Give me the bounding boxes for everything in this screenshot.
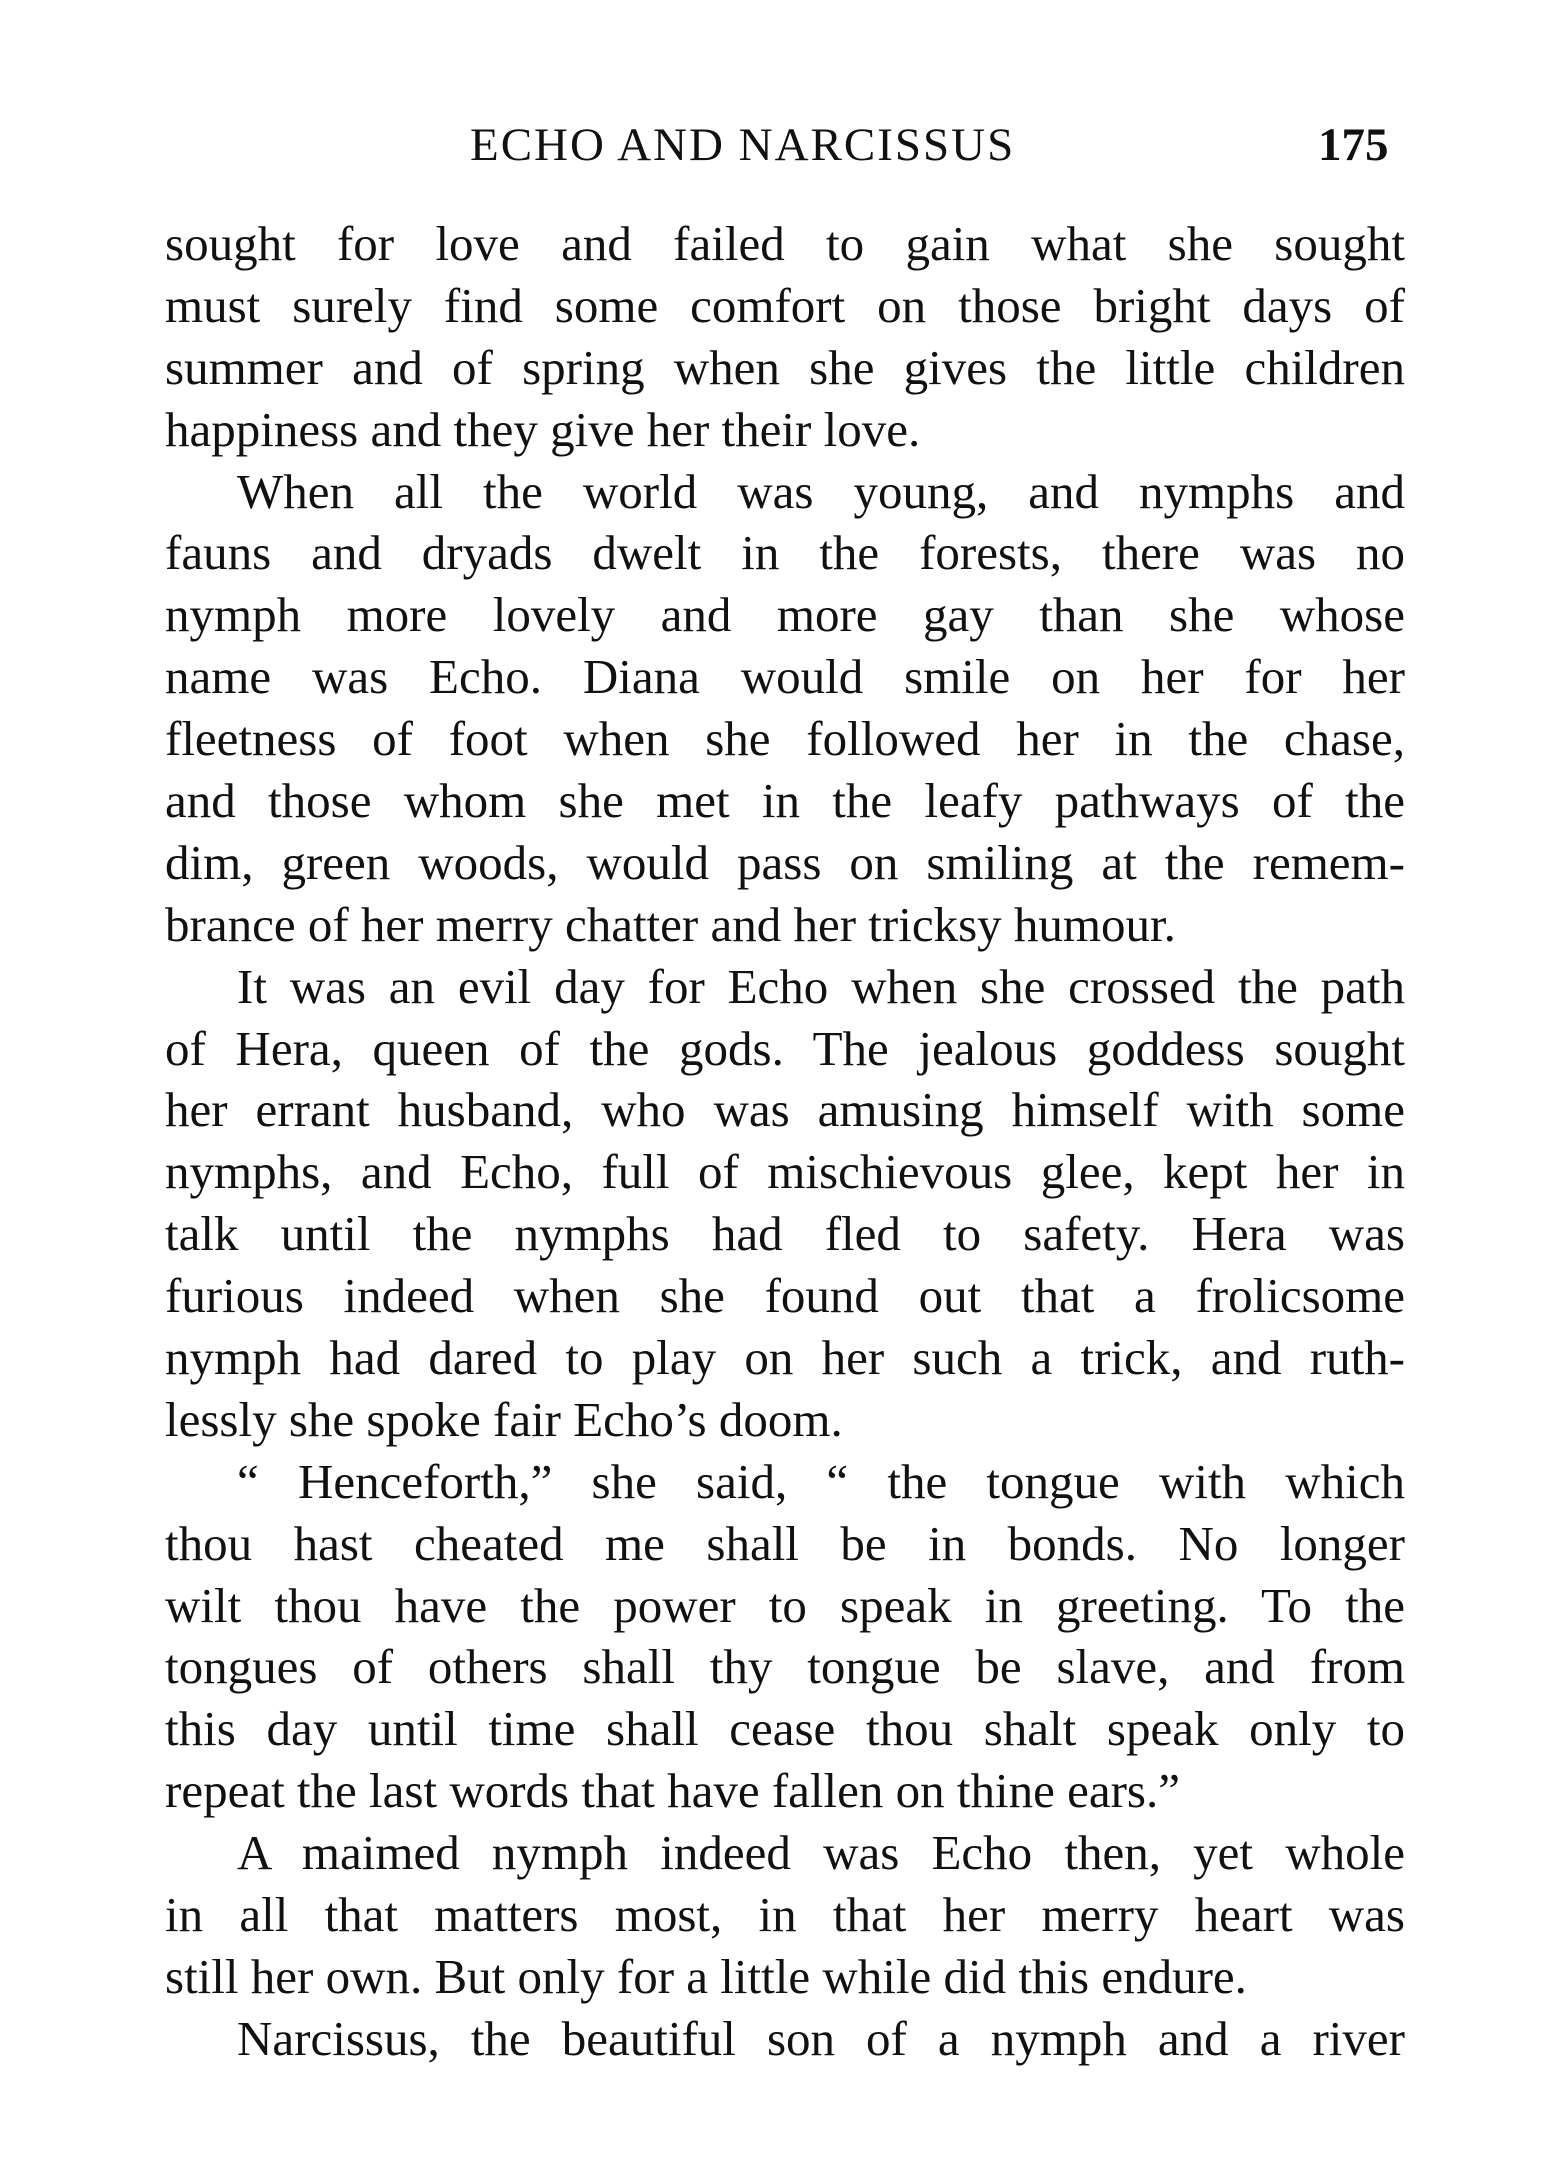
text-line — [165, 770, 1405, 832]
text-line-content: brance of her merry chatter and her tricksy humour. — [165, 896, 1176, 952]
text-line — [165, 1265, 1405, 1327]
body-text — [165, 213, 1405, 2070]
text-line-content: fauns and dryads dwelt in the forests, there was no — [165, 525, 1405, 581]
text-line — [165, 213, 1405, 275]
text-line — [165, 337, 1405, 399]
text-line-content: happiness and they give her their love. — [165, 401, 921, 457]
text-line-content: name was Echo. Diana would smile on her for her — [165, 649, 1405, 705]
text-line-content: her errant husband, who was amusing himself with some — [165, 1082, 1405, 1138]
text-line-content: summer and of spring when she gives the little children — [165, 339, 1405, 395]
text-line — [165, 1698, 1405, 1760]
text-line-content: repeat the last words that have fallen on thine ears.” — [165, 1763, 1180, 1819]
page-number: 175 — [1318, 119, 1389, 171]
text-line-content: It was an evil day for Echo when she crossed the path — [237, 958, 1405, 1014]
running-head — [0, 118, 1568, 178]
text-line — [165, 1513, 1405, 1575]
text-line-content: A maimed nymph indeed was Echo then, yet whole — [237, 1825, 1405, 1881]
text-line-content: Narcissus, the beautiful son of a nymph and a river — [237, 2010, 1405, 2066]
text-line-content: When all the world was young, and nymphs and — [237, 463, 1405, 519]
text-line — [165, 1203, 1405, 1265]
text-line-content: this day until time shall cease thou shalt speak only to — [165, 1701, 1405, 1757]
text-line-content: talk until the nymphs had fled to safety. Hera was — [165, 1206, 1405, 1262]
text-line-content: sought for love and failed to gain what she sought — [165, 216, 1405, 271]
text-line-content: nymph had dared to play on her such a trick, and ruth- — [165, 1330, 1405, 1386]
text-line-content: lessly she spoke fair Echo’s doom. — [165, 1391, 843, 1447]
text-line — [165, 708, 1405, 770]
text-line — [165, 1822, 1405, 1884]
text-line-content: nymphs, and Echo, full of mischievous glee, kept her in — [165, 1144, 1405, 1200]
text-line-content: must surely find some comfort on those bright days of — [165, 277, 1405, 333]
text-line — [165, 1760, 1405, 1822]
text-line — [165, 1451, 1405, 1513]
text-line-content: thou hast cheated me shall be in bonds. No longer — [165, 1515, 1405, 1571]
text-line-content: “ Henceforth,” she said, “ the tongue with which — [237, 1453, 1405, 1509]
text-line-content: dim, green woods, would pass on smiling at the remem- — [165, 834, 1405, 890]
text-line — [165, 461, 1405, 523]
text-line — [165, 1018, 1405, 1080]
running-title: ECHO AND NARCISSUS — [470, 119, 1016, 171]
text-line — [165, 1327, 1405, 1389]
text-line-content: nymph more lovely and more gay than she whose — [165, 587, 1405, 643]
text-line — [165, 1946, 1405, 2008]
text-line — [165, 275, 1405, 337]
text-line-content: in all that matters most, in that her merry heart was — [165, 1887, 1405, 1943]
text-line-content: and those whom she met in the leafy pathways of the — [165, 773, 1405, 829]
text-line-content: furious indeed when she found out that a frolicsome — [165, 1268, 1405, 1324]
text-line — [165, 1389, 1405, 1451]
text-line-content: tongues of others shall thy tongue be slave, and from — [165, 1639, 1405, 1695]
text-line — [165, 584, 1405, 646]
text-line — [165, 1636, 1405, 1698]
text-line-content: still her own. But only for a little while did this endure. — [165, 1948, 1247, 2004]
text-line — [165, 1884, 1405, 1946]
text-line — [165, 522, 1405, 584]
text-line — [165, 894, 1405, 956]
text-line-content: fleetness of foot when she followed her in the chase, — [165, 711, 1405, 767]
text-line — [165, 2008, 1405, 2070]
text-line — [165, 1079, 1405, 1141]
text-line — [165, 399, 1405, 461]
text-line — [165, 646, 1405, 708]
text-line — [165, 832, 1405, 894]
text-line — [165, 1575, 1405, 1637]
text-line-content: wilt thou have the power to speak in greeting. To the — [165, 1577, 1405, 1633]
text-line — [165, 1141, 1405, 1203]
text-line — [165, 956, 1405, 1018]
text-line-content: of Hera, queen of the gods. The jealous goddess sought — [165, 1020, 1405, 1076]
